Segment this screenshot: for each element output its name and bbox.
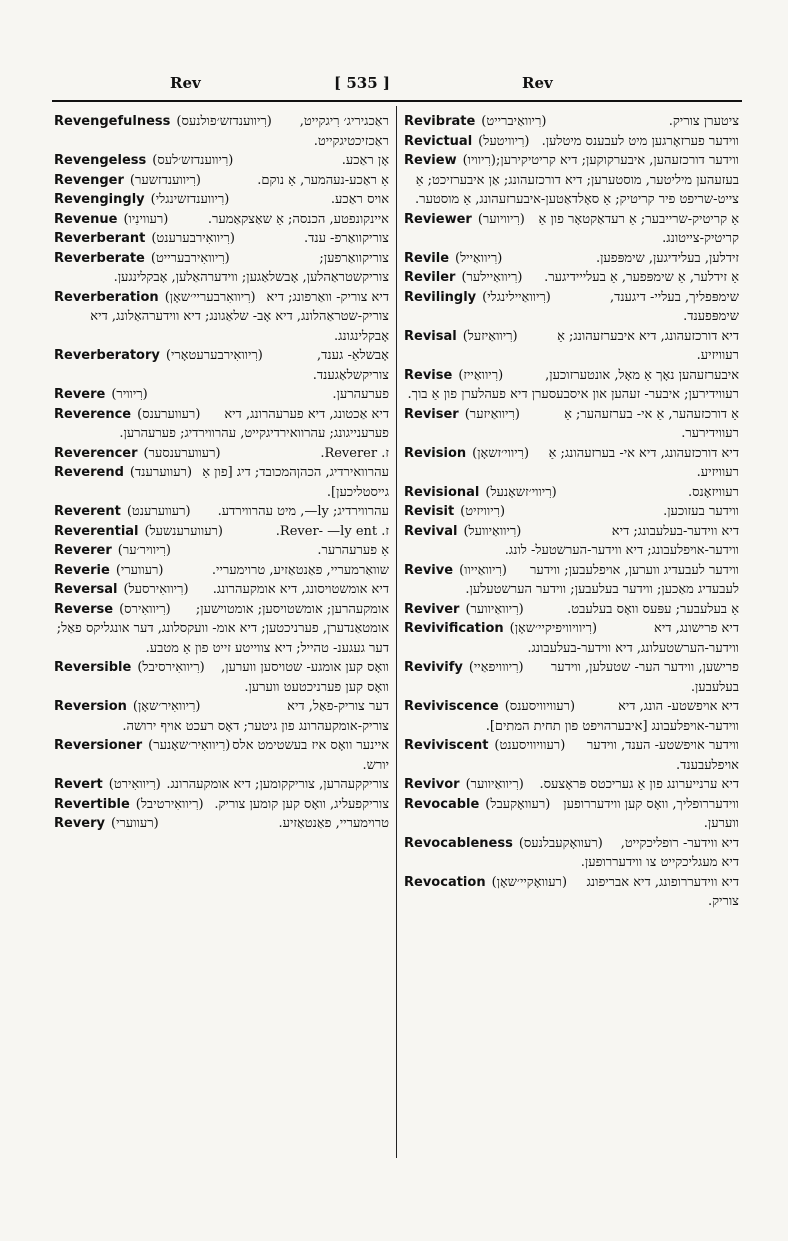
entry-pronunciation: (רִיוויר) [111,387,148,402]
entry-pronunciation: (רִיוואִיר׳שאָנער) [148,738,231,753]
dictionary-entry [54,385,389,405]
entry-headword: Revertible [54,796,130,812]
entry-definition: ווידער פערזאָרגען מיט לעבענס מיטלען. [541,133,739,149]
left-column [54,112,389,834]
entry-headword: Reverence [54,406,132,422]
entry-definition: דיא דורכזעהונג, דיא איבערזעהונג; אַ רעוויזיע. [557,328,739,363]
entry-definition: עהרווירדיג; ly—, מיט עהרווירדע. [217,504,389,519]
entry-definition: דיא אויפשטע- הונג, דיא ווידער-אויפלעבונג [איבערהויפט פון תחית המתים]. [485,699,739,734]
entry-headword: Revery [54,816,106,831]
entry-headword: Revilingly [404,289,477,305]
entry-pronunciation: (רִיווי׳זשאָן) [472,445,530,461]
entry-headword: Revert [54,777,103,792]
entry-headword: Revivify [404,660,463,675]
entry-definition: דיא ווידער-בעלעבונג; דיא ווידער-אויפלעבונג; דיא ווידער-הערשטעל- לונג. [504,523,739,558]
entry-definition: איינער וואָס איז בעשטימט אלס יורש. [232,738,389,773]
entry-definition: אומקעהרען; אומשטויסען; אומטוישען; אומטאַנדערן, פערניכטען; דיא אומ- וועקסלונג, דער אונגליקס פאַל; דער געגענ- טהייל; דיא צווייטע זייט פון אַ מטבע. [56,601,389,656]
entry-pronunciation: (רעווינִיו) [123,211,169,227]
entry-definition: ווידער אויפשטע- הענד, ווידער אויפלעבענד. [586,738,739,773]
dictionary-entry [54,795,389,815]
dictionary-entry [404,249,739,269]
entry-headword: Reviver [404,601,460,617]
entry-definition: ז. Rever- —ly ent. [275,523,389,539]
dictionary-entry [54,288,389,347]
entry-headword: Revive [404,562,454,578]
entry-headword: Revocable [404,796,480,812]
entry-headword: Revise [404,367,453,383]
entry-definition: ווידער לעבעדיג ווערען, אויפלעבען; ווידער לעבעדיג מאַכען; ווידער בעלעבען; ווידער הערשטעלען. [465,562,739,597]
entry-pronunciation: (רִיוואַיווער) [465,601,524,617]
entry-headword: Reverential [54,523,139,539]
entry-pronunciation: (רעווערענס) [137,406,201,422]
dictionary-entry [54,561,389,581]
entry-headword: Reverberation [54,289,159,305]
entry-headword: Revision [404,445,467,461]
entry-definition: אָן ראַכע. [341,153,389,168]
entry-definition: עהרוואירדיג, הכהןהמכובד; דיג [פון אַ גייסטליכען]. [202,465,389,500]
entry-definition: דיא ווידער- רופליכקייט, דיא מעגליכקייט צו ווידעררופען. [580,835,739,870]
entry-definition: דיא פרישונג, דיא ווידער-הערשטעלונג, דיא ווידער-בעלעבונג. [527,621,739,656]
dictionary-entry [404,502,739,522]
dictionary-entry [54,346,389,385]
header-right-guide-word: Rev [522,74,553,92]
dictionary-entry [54,541,389,561]
entry-pronunciation: (רִיוואַייוו) [459,562,507,578]
entry-pronunciation: (רִיוואִרבעריי׳שאָן) [164,289,256,305]
entry-headword: Revisional [404,484,480,500]
entry-definition: צוריקקעהרען, צוריקקומען; דיא אומקעהרונג. [166,777,389,792]
entry-headword: Reviviscent [404,738,489,753]
entry-headword: Reviviscence [404,699,499,714]
entry-pronunciation: (רִיוואַיזער) [464,406,520,422]
entry-pronunciation: (רִיוואַיילער) [461,270,523,285]
entry-definition: זידלען, בעלידיגען, שימפּפען. [595,250,739,266]
entry-definition: פרישען, ווידער הער- שטעלען, ווידער בעלעבען. [550,660,739,695]
entry-pronunciation: (רִיוויר׳ער) [117,543,171,558]
entry-definition: צוריקפעליג, וואָס קען קומען צוריק. [214,796,389,812]
entry-headword: Revengeless [54,153,147,168]
entry-headword: Revivification [404,621,504,636]
entry-definition: דיא אומשטויסונג, דיא אומקעהרונג. [212,582,389,597]
entry-definition: אַ ראַכע-נעהמער, אַ נוקם. [257,172,389,188]
dictionary-entry [54,697,389,736]
entry-headword: Reverberatory [54,348,160,363]
entry-headword: Reviser [404,406,459,422]
dictionary-entry [404,561,739,600]
header-rule [52,100,742,102]
dictionary-entry [54,814,389,834]
entry-definition: שימפּפליך, בעליי- דיגענד, שימפּפענד. [609,289,739,324]
dictionary-entry [54,405,389,444]
dictionary-entry [404,327,739,366]
entry-headword: Revibrate [404,114,476,129]
entry-headword: Reversion [54,699,127,714]
dictionary-entry [54,658,389,697]
entry-pronunciation: (רִיוואַיווער) [465,777,524,792]
dictionary-entry [404,697,739,736]
dictionary-entry [404,112,739,132]
entry-pronunciation: (רִיווענדזשינגלי) [150,192,230,207]
entry-definition: איבערזעהען נאָך אַ מאָל, אונטערזוכען, רעווידירען; איבער- זעהען און איסבעסערן דיא פעהלערן פון אַ בוך. [407,367,739,402]
entry-pronunciation: (רעוויוויסענס) [504,699,576,714]
entry-headword: Revengingly [54,192,145,207]
entry-definition: רעוויזאָנס. [688,484,739,500]
dictionary-entry [54,444,389,464]
entry-headword: Reverse [54,601,114,617]
entry-definition: וואָס קען אומגע- שטויסען ווערען, וואָס קען פערניכטעט ווערען. [221,660,389,695]
entry-definition: אָבשלאַ- גענד, צוריקשלאַגענד. [312,348,389,383]
entry-pronunciation: (רעווערענשעל) [144,523,224,539]
entry-definition: ווידער דורכזעהען, איבערקוקען; דיא קריטיקירען; בעזעהען מיליטער, מוסטערען; דיא דורכזעהונג; אַן איבערזיכט; אַ צייט-שריפט פיר קריטיק; אַ סאָלדאַטען-איבערזעהונג, אַ מוסטער. [415,153,739,207]
entry-headword: Revenger [54,172,124,188]
entry-headword: Reversioner [54,738,143,753]
entry-definition: ציטערן צוריק. [668,114,739,129]
page-number: [ 535 ] [334,74,390,92]
entry-headword: Revisit [404,504,455,519]
entry-pronunciation: (רִיוואִירבערייט) [150,250,230,266]
entry-definition: צוריקוואַרפ- ענד. [303,231,389,246]
entry-headword: Revile [404,250,450,266]
entry-headword: Reverer [54,543,112,558]
dictionary-entry [404,736,739,775]
entry-headword: Revivor [404,777,460,792]
entry-pronunciation: (רִיוואִירסיבל) [137,660,205,675]
dictionary-entry [404,795,739,834]
entry-definition: טרוימעריי, פאַנטאַזיע. [278,816,389,831]
entry-pronunciation: (רִיווויפאַיי) [468,660,524,675]
entry-definition: ז. Reverer. [320,445,389,461]
entry-headword: Revocation [404,874,486,890]
entry-pronunciation: (רִיוואִירטיבל) [135,796,204,812]
dictionary-entry [404,444,739,483]
dictionary-entry [404,658,739,697]
entry-pronunciation: (רעווערענד) [129,465,193,480]
entry-definition: צוריקוואַרפען; צוריקשטראַהלען, אָבשלאַגען; ווידערהאַלען, אָבקלינגען. [113,250,389,285]
dictionary-entry [404,405,739,444]
entry-headword: Reviler [404,270,456,285]
dictionary-entry [54,736,389,775]
entry-pronunciation: (רִיוואַייז) [458,367,504,383]
entry-pronunciation: (רעווערי) [115,562,164,578]
entry-pronunciation: (רִיוואַיילינגלי) [482,289,551,305]
entry-headword: Review [404,153,457,168]
dictionary-entry [54,171,389,191]
entry-definition: אַ זידלער, אַ שימפּפער, אַ בעלייידיגער. [544,270,739,285]
entry-definition: דיא אַכטונג, דיא פערעהרונג, דיא פערענייגונג; עהרוואירדיגקייט, עהרווירדיג; פערעהרען. [119,406,389,441]
dictionary-entry [54,580,389,600]
dictionary-entry [404,288,739,327]
dictionary-page [52,70,742,1160]
entry-definition: אַ קריטיק-שרייבער; אַ רעדאַקטאָר פון אַ קריטיק-צייטונג. [538,211,739,246]
entry-definition: אויס ראַכע. [330,192,389,207]
entry-definition: אַ דורכזעהער, אַ אי- בערזעהער; אַ רעווידירער. [564,406,739,441]
dictionary-entry [404,268,739,288]
entry-pronunciation: (רעווערענט) [126,504,191,519]
entry-pronunciation: (רִיוויוויפיקיי׳שאָן) [509,621,598,636]
entry-headword: Reversal [54,582,118,597]
entry-headword: Revere [54,387,106,402]
entry-pronunciation: (רעווערי) [111,816,159,831]
entry-headword: Reverencer [54,445,138,461]
entry-pronunciation: (רִיוויזיט) [460,504,506,519]
entry-pronunciation: (רעוויוויסענט) [494,738,566,753]
entry-definition: אַ פערעהרער. [317,543,389,558]
entry-pronunciation: (רִיוויטעל) [478,133,530,149]
entry-headword: Reverberate [54,250,145,266]
entry-headword: Reverent [54,504,121,519]
entry-headword: Revenue [54,211,118,227]
entry-definition: דיא צוריק- וואַרפונג; דיא צוריק-שטראַהלונג, דיא אָב- שלאַגונג; דיא ווידערהאַלונג, דיא אָבקלינגונג. [90,289,389,344]
entry-definition: שוואַרמעריי, פאַנטאַזיע, טרוימעריי. [211,562,389,578]
dictionary-entry [54,502,389,522]
dictionary-entry [54,210,389,230]
entry-definition: ווידער בעזוכען. [663,504,739,519]
dictionary-entry [54,229,389,249]
dictionary-entry [404,132,739,152]
dictionary-entry [404,366,739,405]
entry-definition: ווידעררופליך, וואָס קען ווידעררופען ווערען. [563,796,739,831]
dictionary-entry [404,619,739,658]
entry-pronunciation: (רִיוואִירסעל) [123,582,189,597]
entry-headword: Reverberant [54,231,146,246]
entry-headword: Reverie [54,562,110,578]
entry-definition: פערעהרען. [332,387,389,402]
dictionary-entry [404,483,739,503]
entry-pronunciation: (רִיוואַיוועל) [463,523,522,539]
entry-pronunciation: (רִיוויוער) [477,211,525,227]
entry-headword: Revisal [404,328,457,344]
dictionary-entry [404,210,739,249]
entry-pronunciation: (רִיוואִיר׳שאָן) [132,699,201,714]
entry-pronunciation: (רִיווענדזשער) [129,172,201,188]
entry-headword: Revocableness [404,835,513,851]
entry-definition: ראַכגיריג׳ רִיגקייט, ראַכזיכטיגקייט. [299,114,389,149]
entry-pronunciation: (רִיוואִירס) [119,601,171,617]
dictionary-entry [54,112,389,151]
entry-pronunciation: (רעוואָקעבל) [485,796,551,812]
entry-definition: דיא ערנייערונג פון אַ געריכטס פּראָצעס. [539,777,739,792]
entry-pronunciation: (רעוואָקיי׳שאָן) [491,874,568,890]
right-column [404,112,739,912]
dictionary-entry [404,873,739,912]
entry-pronunciation: (רִיווענדזש׳לעס) [152,153,234,168]
entry-pronunciation: (רִיווענדזש׳פולנעס) [176,114,272,129]
dictionary-entry [54,775,389,795]
entry-pronunciation: (רִיוואַיזעל) [462,328,518,344]
dictionary-entry [54,190,389,210]
entry-headword: Revictual [404,133,473,149]
entry-pronunciation: (רעוואָקעבלנעס) [518,835,603,851]
dictionary-entry [54,522,389,542]
entry-pronunciation: (רִיוואִירבערעטאָרי) [165,348,263,363]
entry-pronunciation: (רִיוויו) [462,153,496,168]
entry-definition: דער צוריק-פאַל, דיא צוריק-אומקעהרונג פון גיטער; דאָס רעכט אויף ירושה. [122,699,389,734]
entry-headword: Reversible [54,660,132,675]
dictionary-entry [404,600,739,620]
entry-definition: דיא דורכזעהונג, דיא אי- בערזעהונג; אַ רעוויזיע. [548,445,739,480]
dictionary-entry [54,151,389,171]
entry-definition: דיא ווידעררופונג, דיא אבריפונג צוריק. [586,874,739,909]
dictionary-entry [404,522,739,561]
entry-pronunciation: (רִיוואִירבערענט) [151,231,235,246]
dictionary-entry [404,151,739,210]
entry-definition: איינקונפטע, הכנסה; אַ שאַצקאַמער. [207,211,389,227]
dictionary-entry [54,463,389,502]
dictionary-entry [404,775,739,795]
entry-pronunciation: (רִיוואַיברייט) [481,114,547,129]
entry-headword: Reverend [54,465,124,480]
entry-pronunciation: (רִיוואִירט) [108,777,161,792]
entry-pronunciation: (רִיווי׳זשאָנעל) [485,484,557,500]
column-divider [396,106,397,1158]
entry-headword: Reviewer [404,211,472,227]
page-header [52,70,742,98]
entry-headword: Revival [404,523,458,539]
entry-pronunciation: (רעווערענסער) [143,445,221,461]
dictionary-entry [404,834,739,873]
dictionary-entry [54,249,389,288]
dictionary-entry [54,600,389,659]
entry-headword: Revengefulness [54,114,171,129]
entry-pronunciation: (רִיוואַייל) [455,250,503,266]
header-left-guide-word: Rev [170,74,201,92]
entry-definition: אַ בעלעבער; עפּעס וואָס בעלעבט. [567,601,739,617]
